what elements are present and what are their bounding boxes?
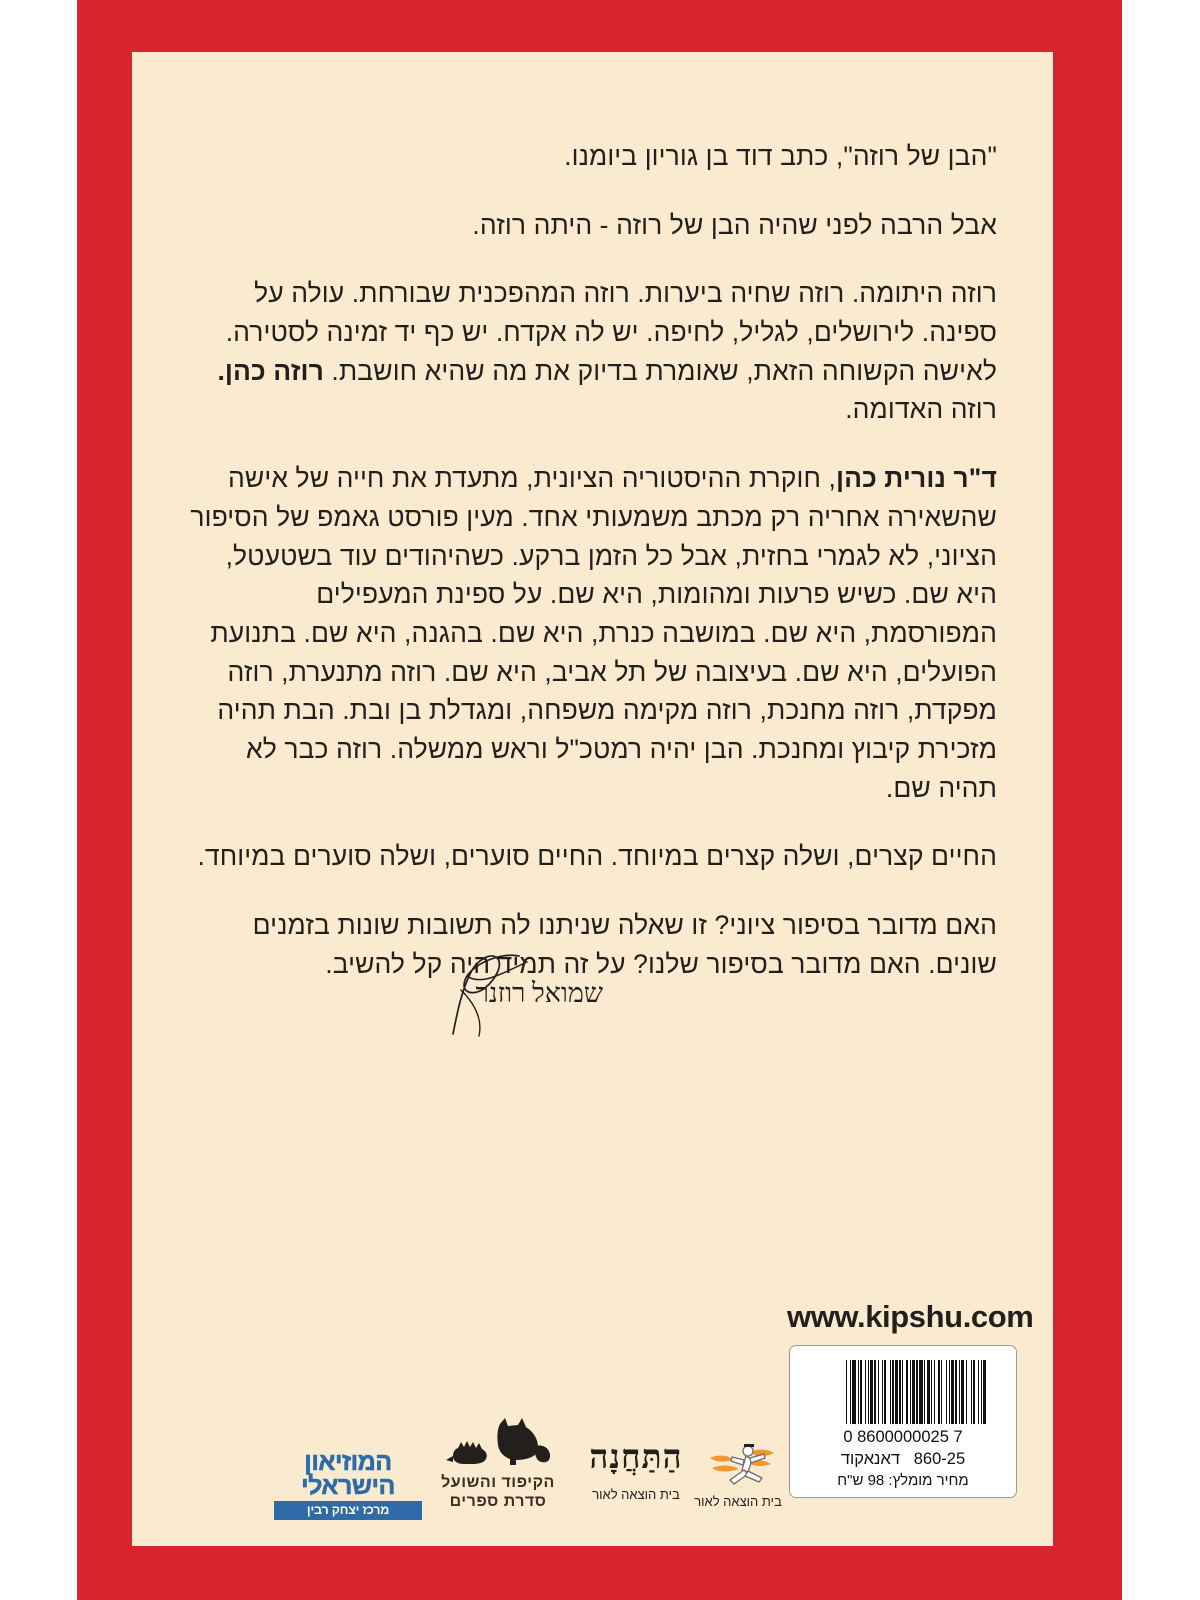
fox-logo-line2: סדרת ספרים — [449, 1493, 547, 1510]
recommended-price: מחיר מומלץ: 98 ש"ח — [837, 1472, 969, 1489]
publisher-logo-strip — [192, 1412, 782, 1522]
barcode-bar — [856, 1360, 858, 1424]
book-back-cover — [77, 0, 1122, 1600]
barcode-bar — [967, 1360, 971, 1424]
barcode-bar — [924, 1360, 925, 1424]
barcode-bar — [975, 1360, 978, 1424]
barcode-bar — [860, 1360, 862, 1424]
runner-logo-subtitle: בית הוצאה לאור — [694, 1494, 782, 1509]
barcode-bar — [938, 1360, 940, 1424]
hatachana-logo-subtitle: בית הוצאה לאור — [592, 1487, 680, 1502]
barcode-bar — [865, 1360, 866, 1424]
barcode-bar — [844, 1360, 846, 1424]
logo-israeli-museum[interactable] — [274, 1450, 422, 1520]
barcode-bar — [869, 1360, 870, 1424]
blurb-rosa-name-bold: רוזה כהן. — [217, 355, 324, 386]
barcode-bar — [890, 1360, 891, 1424]
barcode-bar — [935, 1360, 938, 1424]
hatachana-logo-mark: הַתַּחֲנָה — [589, 1440, 683, 1476]
blurb-paragraph-intro: אבל הרבה לפני שהיה הבן של רוזה - היתה רוזה. — [472, 209, 997, 240]
barcode-bar — [923, 1360, 924, 1424]
signature-name: שמואל רוזנר — [475, 978, 603, 1008]
barcode-bar — [882, 1360, 883, 1424]
barcode-bar — [973, 1360, 975, 1424]
barcode-bar — [866, 1360, 868, 1424]
barcode-bar — [930, 1360, 931, 1424]
museum-logo-line2: הישראלי — [301, 1472, 395, 1500]
barcode-bar — [906, 1360, 908, 1424]
blurb-author-name-bold: ד"ר נורית כהן — [835, 463, 997, 494]
barcode-danacode — [790, 1450, 1016, 1469]
barcode-bar — [934, 1360, 935, 1424]
barcode-bar — [891, 1360, 892, 1424]
barcode-bar — [850, 1360, 851, 1424]
barcode-box — [789, 1345, 1017, 1498]
barcode-bar — [852, 1360, 856, 1424]
barcode-bars — [820, 1360, 986, 1424]
barcode-bar — [884, 1360, 886, 1424]
barcode-bar — [966, 1360, 967, 1424]
publisher-website-url[interactable]: www.kipshu.com — [787, 1299, 1034, 1334]
barcode-bar — [979, 1360, 981, 1424]
barcode-bar — [950, 1360, 951, 1424]
barcode-bar — [858, 1360, 859, 1424]
barcode-bar — [916, 1360, 918, 1424]
cover-paper-panel — [132, 52, 1053, 1546]
museum-logo-subtitle: מרכז יצחק רבין — [274, 1501, 422, 1520]
barcode-bar — [983, 1360, 986, 1424]
barcode-bar — [901, 1360, 902, 1424]
danacode-label: דאנאקוד — [840, 1450, 900, 1468]
barcode-bar — [883, 1360, 884, 1424]
barcode-bar — [981, 1360, 982, 1424]
barcode-bar — [947, 1360, 949, 1424]
barcode-bar — [959, 1360, 960, 1424]
barcode-bar — [918, 1360, 919, 1424]
barcode-bar — [895, 1360, 898, 1424]
barcode-bar — [868, 1360, 869, 1424]
barcode-bar — [972, 1360, 973, 1424]
barcode-bar — [946, 1360, 947, 1424]
barcode-bar — [949, 1360, 950, 1424]
barcode-bar — [927, 1360, 930, 1424]
signature-block — [363, 952, 603, 1042]
barcode-bar — [851, 1360, 852, 1424]
barcode-bar — [982, 1360, 983, 1424]
barcode-bar — [940, 1360, 941, 1424]
barcode-bar — [873, 1360, 874, 1424]
barcode-bar — [862, 1360, 865, 1424]
barcode-bar — [859, 1360, 860, 1424]
barcode-bar — [878, 1360, 879, 1424]
barcode-bar — [898, 1360, 899, 1424]
barcode-bar — [919, 1360, 923, 1424]
barcode-bar — [874, 1360, 876, 1424]
barcode-bar — [908, 1360, 910, 1424]
barcode-bar — [957, 1360, 959, 1424]
barcode-bar — [951, 1360, 954, 1424]
barcode-bar — [955, 1360, 957, 1424]
barcode-bar — [964, 1360, 966, 1424]
barcode-bar — [911, 1360, 912, 1424]
barcode-bar — [892, 1360, 894, 1424]
blurb-paragraph-life: החיים קצרים, ושלה קצרים במיוחד. החיים סוערים, ושלה סוערים במיוחד. — [197, 841, 997, 872]
barcode-bar — [961, 1360, 964, 1424]
blurb-paragraph-rosa — [189, 274, 997, 429]
barcode-bar — [942, 1360, 946, 1424]
barcode-bar — [960, 1360, 961, 1424]
barcode-bar — [870, 1360, 873, 1424]
barcode-bar — [902, 1360, 903, 1424]
museum-logo-mark — [274, 1450, 422, 1498]
blurb-paragraph-author — [189, 459, 997, 807]
danacode-code: 860-25 — [913, 1450, 966, 1468]
barcode-bar — [894, 1360, 895, 1424]
barcode-bar — [954, 1360, 955, 1424]
logo-hedgehog-and-fox[interactable] — [439, 1414, 557, 1511]
blurb-rosa-lead: רוזה היתומה. רוזה שחיה ביערות. רוזה המהפכנית שבורחת. עולה על ספינה. לירושלים, לגליל, לחיפה. יש לה אקדח. יש כף יד זמינה לסטירה. לאישה הקשוחה הזאת, שאומרת בדיוק את מה שהיא חושבת. — [225, 278, 997, 386]
barcode-bar — [910, 1360, 911, 1424]
barcode-bar — [932, 1360, 934, 1424]
barcode-bar — [879, 1360, 882, 1424]
barcode-bar — [971, 1360, 972, 1424]
hedgehog-and-fox-icon — [439, 1414, 557, 1474]
barcode-bar — [915, 1360, 916, 1424]
logo-hatachana[interactable] — [572, 1442, 700, 1502]
fox-logo-line1: הקיפוד והשועל — [441, 1474, 555, 1491]
barcode-bar — [886, 1360, 890, 1424]
barcode-bar — [876, 1360, 878, 1424]
blurb-author-body: , חוקרת ההיסטוריה הציונית, מתעדת את חייה של אישה שהשאירה אחריה רק מכתב משמעותי אחד. מעין פורסט גאמפ של הסיפור הציוני, לא לגמרי בחזית, אבל כל הזמן ברקע. כשהיהודים עוד בשטעטל, היא שם. כשיש פרעות ומהומות, היא שם. על ספינת המעפילים המפורסמת, היא שם. במושבה כנרת, היא שם. בהגנה, היא שם. בתנועת הפועלים, היא שם. בעיצובה של תל אביב, היא שם. רוזה מתנערת, רוזה מפקדת, רוזה מחנכת, רוזה מקימה משפחה, ומגדלת בן ובת. הבת תהיה מזכירת קיבוץ ומחנכת. הבן יהיה רמטכ"ל וראש ממשלה. רוזה כבר לא תהיה שם. — [190, 463, 997, 803]
running-figure-icon — [690, 1440, 786, 1488]
logo-running-figure-publisher[interactable] — [690, 1440, 786, 1509]
blurb-paragraph-quote: "הבן של רוזה", כתב דוד בן גוריון ביומנו. — [564, 141, 997, 171]
barcode-bar — [846, 1360, 847, 1424]
barcode-bar — [899, 1360, 901, 1424]
barcode-bar — [847, 1360, 850, 1424]
barcode-bar — [903, 1360, 906, 1424]
barcode-number: 0 8600000025 7 — [843, 1428, 963, 1446]
barcode-bar — [978, 1360, 979, 1424]
barcode-bar — [912, 1360, 915, 1424]
museum-logo-line1: המוזיאון — [304, 1448, 392, 1476]
blurb-rosa-tail: רוזה האדומה. — [845, 394, 997, 425]
barcode-bar — [925, 1360, 927, 1424]
barcode-bar — [941, 1360, 942, 1424]
barcode-bar — [931, 1360, 932, 1424]
blurb-paragraph-question: האם מדובר בסיפור ציוני? זו שאלה שניתנו לה תשובות שונות בזמנים שונים. האם מדובר בסיפור שלנו? על זה תמיד היה קל להשיב. — [252, 910, 997, 979]
back-cover-blurb — [189, 137, 997, 983]
